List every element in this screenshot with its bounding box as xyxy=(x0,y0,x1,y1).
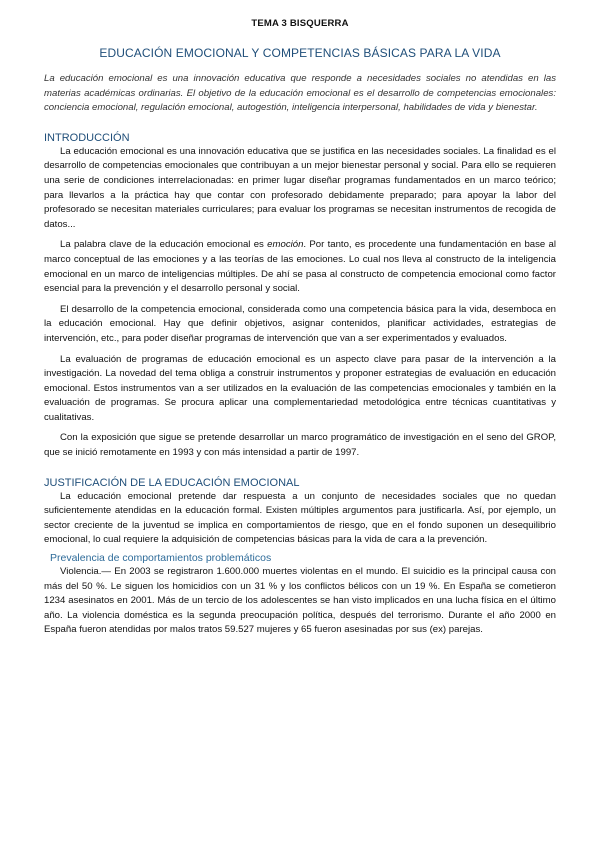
violencia-paragraph: Violencia.— En 2003 se registraron 1.600.000 muertes violentas en el mundo. El suicidio es la principal causa con más del 50 %. Le siguen los homicidios con un 31 % y los conflictos bélicos con un 19 %. En España se cometieron 1234 asesinatos en 2001. Más de un tercio de los adolescentes se han visto implicados en una lucha física en el último año. La violencia doméstica es la segunda preocupación política, después del terrorismo. Durante el año 2000 en España fueron atendidas por malos tratos 59.527 mujeres y 65 fueron asesinadas por sus (ex) parejas. xyxy=(44,566,556,636)
intro-paragraph-2-start: La palabra clave de la educación emocional es xyxy=(60,239,268,251)
intro-paragraph-3: El desarrollo de la competencia emocional, considerada como una competencia básica para la vida, desemboca en la educación emocional. Hay que definir objetivos, asignar contenidos, planificar actividades, estrategias de intervención, etc., para poder diseñar programas de intervención que van a ser experimentados y evaluados. xyxy=(44,303,556,344)
intro-paragraph-5: Con la exposición que sigue se pretende desarrollar un marco programático de investigación en el seno del GROP, que se inició remotamente en 1993 y con más intensidad a partir de 1997. xyxy=(44,432,556,459)
document-title: EDUCACIÓN EMOCIONAL Y COMPETENCIAS BÁSICAS PARA LA VIDA xyxy=(99,46,501,60)
keyword-emocion: emoción xyxy=(267,239,304,251)
section-heading-justificacion: JUSTIFICACIÓN DE LA EDUCACIÓN EMOCIONAL xyxy=(44,476,300,489)
justificacion-paragraph-1: La educación emocional pretende dar respuesta a un conjunto de necesidades sociales que no quedan suficientemente atendidas en la educación formal. Existen múltiples argumentos para justificarla. Así, por ejemplo, un sector creciente de la juventud se implica en comportamientos de riesgo, que en el fondo suponen un desequilibrio emocional, lo cual requiere la adquisición de competencias básicas para la vida de cara a la prevención. xyxy=(44,490,556,546)
subsection-heading-prevalencia: Prevalencia de comportamientos problemáticos xyxy=(50,552,272,565)
abstract: La educación emocional es una innovación educativa que responde a necesidades sociales no atendidas en las materias académicas ordinarias. El objetivo de la educación emocional es el desarrollo de competencias emocionales: conciencia emocional, regulación emocional, autogestión, inteligencia interpersonal, habilidades de vida y bienestar. xyxy=(44,73,556,114)
intro-paragraph-1: La educación emocional es una innovación educativa que se justifica en las necesidades sociales. La finalidad es el desarrollo de competencias emocionales que contribuyan a un mejor bienestar personal y social. Para ello se requieren una serie de condiciones interrelacionadas: en primer lugar diseñar programas fundamentados en un marco teórico; para llevarlos a la práctica hay que contar con profesorado debidamente preparado; para apoyar la labor del profesorado se necesitan materiales curriculares; para evaluar los programas se necesitan instrumentos de recogida de datos... xyxy=(44,145,556,230)
document-header: TEMA 3 BISQUERRA xyxy=(251,18,349,29)
intro-paragraph-4: La evaluación de programas de educación emocional es un aspecto clave para pasar de la intervención a la investigación. La novedad del tema obliga a construir instrumentos y proponer estrategias de evaluación en educación emocional. Estos instrumentos van a ser utilizados en la evaluación de las competencias emocionales y también en la evaluación de programas. Se procura aplicar una complementariedad metodológica entre técnicas cuantitativas y cualitativas. xyxy=(44,353,556,423)
intro-paragraph-2 xyxy=(44,238,556,296)
intro-paragraph-2-end: . Por tanto, es procedente una fundamentación en base al marco conceptual de las emociones y a las teorías de las emociones. Lo cual nos lleva al constructo de la inteligencia emocional en un marco de inteligencias múltiples. De ahí se pasa al constructo de competencia emocional como factor esencial para la prevención y el desarrollo personal y social. xyxy=(44,239,557,295)
section-gap xyxy=(44,467,556,477)
section-heading-introduccion: INTRODUCCIÓN xyxy=(44,131,130,144)
